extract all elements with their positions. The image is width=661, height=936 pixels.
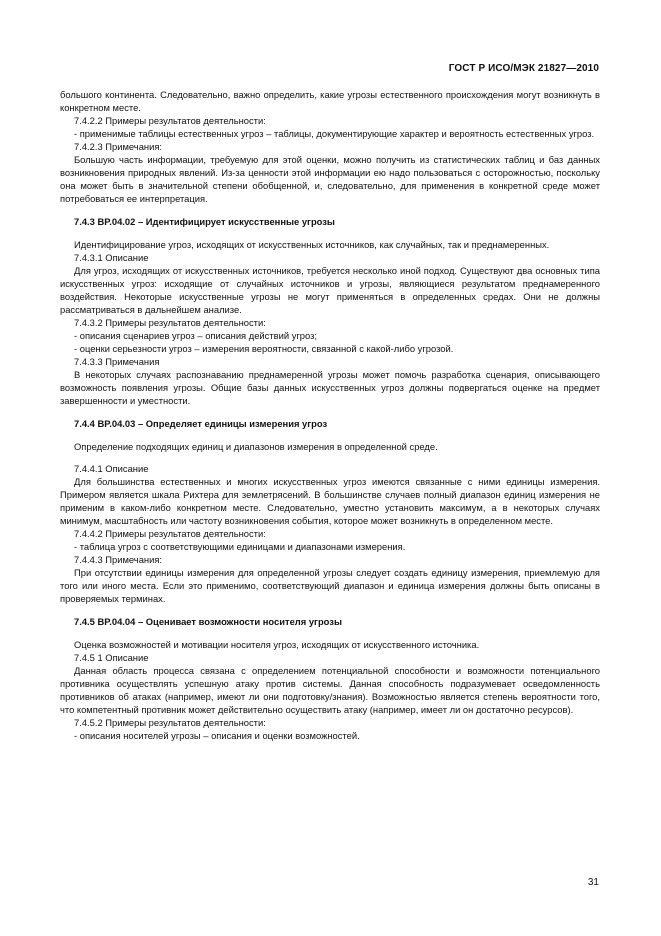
section-heading: 7.4.3 BP.04.02 – Идентифицирует искусственные угрозы [74, 216, 335, 227]
paragraph: Данная область процесса связана с определением потенциальной способности и возможности потенциального противника осуществлять успешную атаку против системы. Данная способность подразумевает осведомленность противников об атаках (например, имеют ли они подготовку/знания). Возможностью является степень вероятности того, что компетентный противник может действительно осуществить атаку (например, имеет ли он достаточно ресурсов). [60, 665, 600, 715]
list-item: - применимые таблицы естественных угроз – таблицы, документирующие характер и вероятность естественных угроз. [74, 128, 595, 139]
subsection-heading: 7.4.2.3 Примечания: [74, 141, 163, 152]
subsection-heading: 7.4.3.2 Примеры результатов деятельности: [74, 317, 266, 328]
subsection-heading: 7.4.5.2 Примеры результатов деятельности: [74, 717, 266, 728]
page-number: 31 [587, 877, 599, 888]
paragraph: большого континента. Следовательно, важно определить, какие угрозы естественного происхождения могут возникнуть в конкретном месте. [60, 89, 600, 113]
section-heading: 7.4.5 BP.04.04 – Оценивает возможности носителя угрозы [74, 616, 342, 627]
subsection-heading: 7.4.4.1 Описание [74, 463, 149, 474]
page-body [60, 88, 600, 742]
subsection-heading: 7.4.3.1 Описание [74, 252, 149, 263]
subsection-heading: 7.4.2.2 Примеры результатов деятельности: [74, 115, 266, 126]
subsection-heading: 7.4.5 1 Описание [74, 652, 149, 663]
document-code-header: ГОСТ Р ИСО/МЭК 21827—2010 [448, 63, 599, 74]
paragraph: В некоторых случаях распознаванию преднамеренной угрозы может помочь разработка сценария, описывающего возможность появления угрозы. Общие базы данных искусственных угроз должны подвергаться оценке на предмет завершенности и уместности. [60, 369, 600, 406]
list-item: - таблица угроз с соответствующими единицами и диапазонами измерения. [74, 541, 406, 552]
subsection-heading: 7.4.4.2 Примеры результатов деятельности: [74, 528, 266, 539]
subsection-heading: 7.4.4.3 Примечания: [74, 554, 163, 565]
list-item: - оценки серьезности угроз – измерения вероятности, связанной с какой-либо угрозой. [74, 343, 454, 354]
paragraph: Оценка возможностей и мотивации носителя угроз, исходящих от искусственного источника. [74, 639, 480, 650]
paragraph: Для большинства естественных и многих искусственных угроз имеются связанные с ними единицы измерения. Примером является шкала Рихтера для землетрясений. В большинстве случаев полный диапазон единиц измерения не применим в каком-либо конкретном месте. Следовательно, уместно установить максимум, а в некоторых случаях минимум, масштабность или частоту возникновения события, которое может возникнуть в определенном месте. [60, 476, 600, 526]
paragraph: Большую часть информации, требуемую для этой оценки, можно получить из статистических таблиц и баз данных возникновения природных явлений. Из-за ценности этой информации ею надо пользоваться с осторожностью, поскольку она может быть в значительной степени обобщенной, и, следовательно, для применения в конкретной среде может потребоваться ее интерпретация. [60, 154, 600, 204]
section-heading: 7.4.4 BP.04.03 – Определяет единицы измерения угроз [74, 418, 328, 429]
list-item: - описания носителей угрозы – описания и оценки возможностей. [74, 730, 360, 741]
subsection-heading: 7.4.3.3 Примечания [74, 356, 160, 367]
paragraph: Идентифицирование угроз, исходящих от искусственных источников, как случайных, так и преднамеренных. [74, 239, 550, 250]
paragraph: Определение подходящих единиц и диапазонов измерения в определенной среде. [74, 441, 438, 452]
list-item: - описания сценариев угроз – описания действий угроз; [74, 330, 318, 341]
paragraph: Для угроз, исходящих от искусственных источников, требуется несколько иной подход. Существуют два основных типа искусственных угроз: исходящие от случайных источников и угрозы, являющиеся результатом преднамеренного воздействия. Некоторые искусственные угрозы не могут применяться в определенных средах. Они не должны рассматриваться в дальнейшем анализе. [60, 265, 600, 315]
paragraph: При отсутствии единицы измерения для определенной угрозы следует создать единицу измерения, приемлемую для того или иного места. Если это применимо, соответствующий диапазон и единица измерения должны быть описаны в проверяемых терминах. [60, 567, 600, 604]
